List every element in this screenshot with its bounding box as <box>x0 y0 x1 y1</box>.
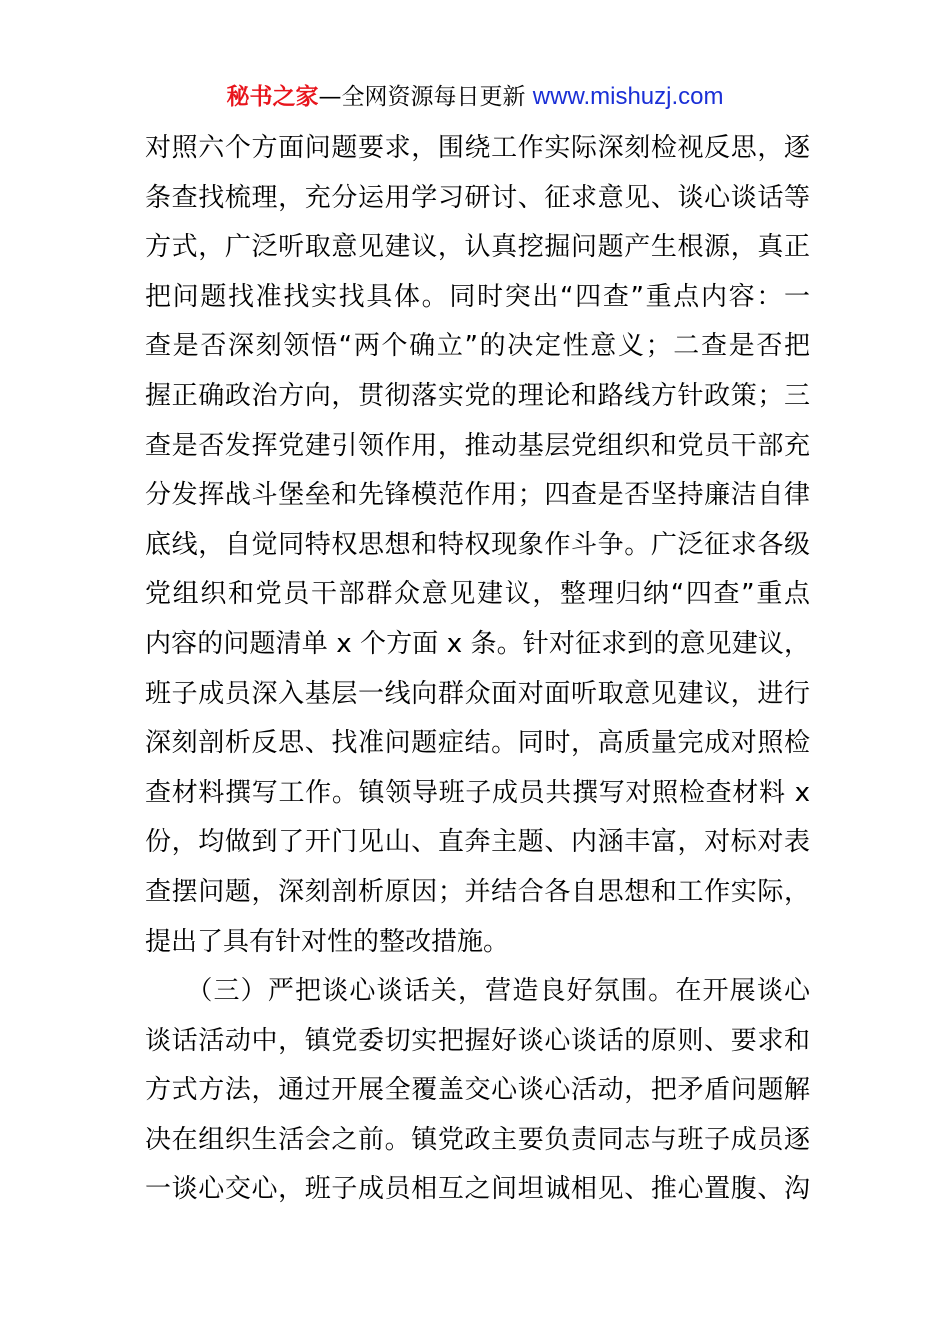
text-line: 分发挥战斗堡垒和先锋模范作用；四查是否坚持廉洁自律 <box>145 480 810 511</box>
text-line: 方式方法，通过开展全覆盖交心谈心活动，把矛盾问题解 <box>145 1075 810 1106</box>
header-tagline: —全网资源每日更新 <box>318 84 526 110</box>
document-body <box>145 124 810 1215</box>
text-line: 深刻剖析反思、找准问题症结。同时，高质量完成对照检 <box>145 728 810 759</box>
text-line: 内容的问题清单 x 个方面 x 条。针对征求到的意见建议， <box>145 628 810 659</box>
text-line: 份，均做到了开门见山、直奔主题、内涵丰富，对标对表 <box>145 827 810 858</box>
text-line: 把问题找准找实找具体。同时突出“四查”重点内容：一 <box>145 281 810 312</box>
site-header <box>0 80 950 114</box>
paragraph-last-line: 提出了具有针对性的整改措施。 <box>145 926 510 957</box>
text-line: 握正确政治方向，贯彻落实党的理论和路线方针政策；三 <box>145 380 810 411</box>
text-line: 查材料撰写工作。镇领导班子成员共撰写对照检查材料 x <box>145 777 810 808</box>
text-line: 底线，自觉同特权思想和特权现象作斗争。广泛征求各级 <box>145 529 810 560</box>
text-line: 一谈心交心，班子成员相互之间坦诚相见、推心置腹、沟 <box>145 1174 810 1205</box>
text-line: 查是否发挥党建引领作用，推动基层党组织和党员干部充 <box>145 430 810 461</box>
text-line: 条查找梳理，充分运用学习研讨、征求意见、谈心谈话等 <box>145 182 810 213</box>
text-line: 决在组织生活会之前。镇党政主要负责同志与班子成员逐 <box>145 1124 810 1155</box>
text-line: 查摆问题，深刻剖析原因；并结合各自思想和工作实际， <box>145 876 810 907</box>
text-line: 查是否深刻领悟“两个确立”的决定性意义；二查是否把 <box>145 331 810 362</box>
brand-name: 秘书之家 <box>226 84 319 110</box>
site-url-link[interactable]: www.mishuzj.com <box>532 83 724 110</box>
text-line: 对照六个方面问题要求，围绕工作实际深刻检视反思，逐 <box>145 133 810 163</box>
section-heading-line: （三）严把谈心谈话关，营造良好氛围。在开展谈心 <box>145 976 810 1007</box>
text-line: 方式，广泛听取意见建议，认真挖掘问题产生根源，真正 <box>145 232 810 263</box>
text-line: 班子成员深入基层一线向群众面对面听取意见建议，进行 <box>145 678 810 709</box>
text-line: 党组织和党员干部群众意见建议，整理归纳“四查”重点 <box>145 579 810 610</box>
text-line: 谈话活动中，镇党委切实把握好谈心谈话的原则、要求和 <box>145 1025 810 1056</box>
